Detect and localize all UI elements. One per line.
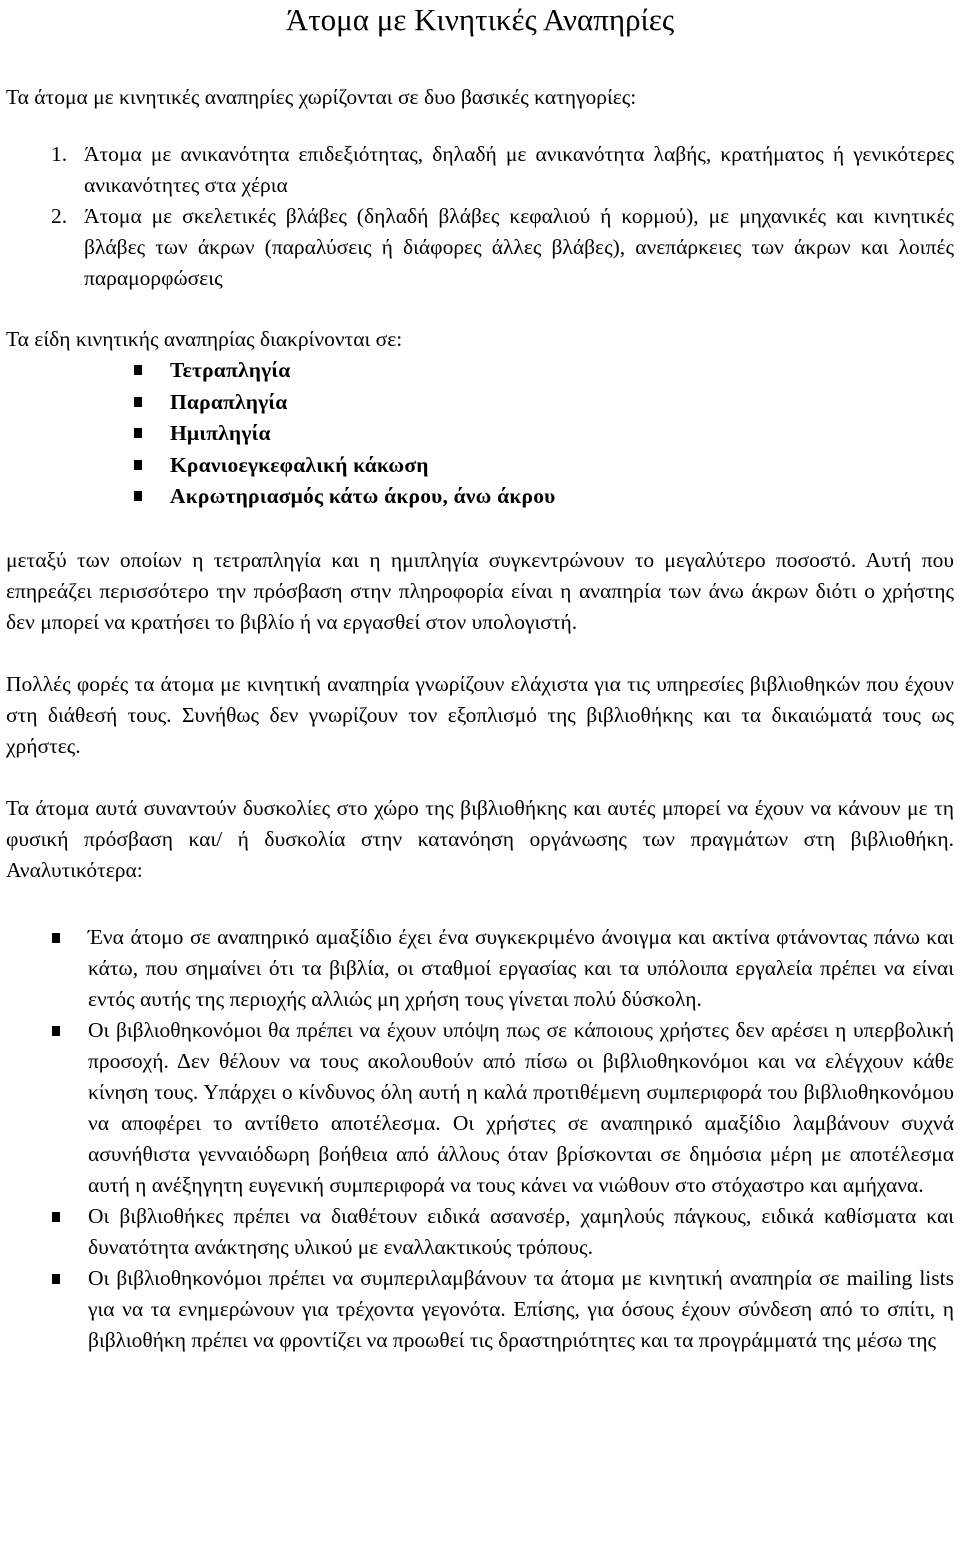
intro-paragraph: Τα άτομα με κινητικές αναπηρίες χωρίζονται σε δυο βασικές κατηγορίες: bbox=[6, 85, 637, 109]
category-item bbox=[6, 139, 954, 201]
detail-text: Ένα άτομο σε αναπηρικό αμαξίδιο έχει ένα συγκεκριμένο άνοιγμα και ακτίνα φτάνοντας πάνω και κάτω, που σημαίνει ότι τα βιβλία, οι σταθμοί εργασίας και τα υπόλοιπα εργαλεία πρέπει να είναι εντός αυτής της περιοχής αλλιώς μη χρήση τους γίνεται πολύ δύσκολη. bbox=[88, 924, 954, 1011]
detail-item bbox=[6, 1201, 954, 1263]
paragraph-library-services: Πολλές φορές τα άτομα με κινητική αναπηρία γνωρίζουν ελάχιστα για τις υπηρεσίες βιβλιοθηκών που έχουν στη διάθεσή τους. Συνήθως δεν γνωρίζουν τον εξοπλισμό της βιβλιοθήκης και τα δικαιώματά τους ως χρήστες. bbox=[6, 671, 954, 758]
list-number: 2. bbox=[51, 204, 68, 228]
square-bullet-icon bbox=[52, 1212, 60, 1222]
category-item bbox=[6, 201, 954, 294]
disability-types-list bbox=[6, 355, 954, 513]
type-label: Ημιπληγία bbox=[170, 421, 271, 445]
type-item bbox=[134, 481, 954, 513]
paragraph-prevalence: μεταξύ των οποίων η τετραπληγία και η ημιπληγία συγκεντρώνουν το μεγαλύτερο ποσοστό. Αυτή που επηρεάζει περισσότερο την πρόσβαση στην πληροφορία είναι η αναπηρία των άνω άκρων διότι ο χρήστης δεν μπορεί να κρατήσει το βιβλίο ή να εργασθεί στον υπολογιστή. bbox=[6, 547, 954, 634]
category-text: Άτομα με ανικανότητα επιδεξιότητας, δηλαδή με ανικανότητα λαβής, κρατήματος ή γενικότερες ανικανότητες στα χέρια bbox=[84, 142, 954, 197]
detail-item bbox=[6, 1015, 954, 1201]
square-bullet-icon bbox=[52, 1026, 60, 1036]
detail-item bbox=[6, 1263, 954, 1356]
type-item bbox=[134, 387, 954, 419]
type-label: Ακρωτηριασμός κάτω άκρου, άνω άκρου bbox=[170, 484, 556, 508]
detail-text: Οι βιβλιοθηκονόμοι θα πρέπει να έχουν υπόψη πως σε κάποιους χρήστες δεν αρέσει η υπερβολική προσοχή. Δεν θέλουν να τους ακολουθούν από πίσω οι βιβλιοθηκονόμοι και να ελέγχουν κάθε κίνηση τους. Υπάρχει ο κίνδυνος όλη αυτή η καλά προτιθέμενη συμπεριφορά του βιβλιοθηκονόμου να αποφέρει το αντίθετο αποτέλεσμα. Οι χρήστες σε αναπηρικό αμαξίδιο λαμβάνουν συχνά ασυνήθιστα γενναιόδωρη βοήθεια από άλλους όταν βρίσκονται σε δημόσια μέρη με αποτέλεσμα αυτή η ανέξηγητη ευγενική συμπεριφορά να τους κάνει να νιώθουν στο στόχαστρο και αμήχανα. bbox=[88, 1017, 954, 1197]
square-bullet-icon bbox=[134, 365, 142, 375]
types-intro: Τα είδη κινητικής αναπηρίας διακρίνονται σε: bbox=[6, 327, 403, 351]
type-label: Κρανιοεγκεφαλική κάκωση bbox=[170, 452, 429, 477]
paragraph-difficulties: Τα άτομα αυτά συναντούν δυσκολίες στο χώρο της βιβλιοθήκης και αυτές μπορεί να έχουν να κάνουν με τη φυσική πρόσβαση και/ ή δυσκολία στην κατανόηση οργάνωσης των πραγμάτων στη βιβλιοθήκη. Αναλυτικότερα: bbox=[6, 795, 954, 882]
category-text: Άτομα με σκελετικές βλάβες (δηλαδή βλάβες κεφαλιού ή κορμού), με μηχανικές και κινητικές βλάβες των άκρων (παραλύσεις ή διάφορες άλλες βλάβες), ανεπάρκειες των άκρων και λοιπές παραμορφώσεις bbox=[84, 204, 954, 290]
square-bullet-icon bbox=[134, 397, 142, 407]
type-item bbox=[134, 450, 954, 482]
square-bullet-icon bbox=[134, 428, 142, 438]
details-list bbox=[6, 922, 954, 1356]
detail-text: Οι βιβλιοθήκες πρέπει να διαθέτουν ειδικά ασανσέρ, χαμηλούς πάγκους, ειδικά καθίσματα και δυνατότητα ανάκτησης υλικού με εναλλακτικούς τρόπους. bbox=[88, 1203, 954, 1259]
page-title: Άτομα με Κινητικές Αναπηρίες bbox=[285, 2, 675, 37]
list-number: 1. bbox=[51, 142, 68, 166]
type-label: Τετραπληγία bbox=[170, 358, 291, 382]
square-bullet-icon bbox=[134, 460, 142, 470]
type-item bbox=[134, 418, 954, 450]
type-label: Παραπληγία bbox=[170, 389, 288, 414]
detail-text: Οι βιβλιοθηκονόμοι πρέπει να συμπεριλαμβάνουν τα άτομα με κινητική αναπηρία σε mailing lists για να τα ενημερώνουν για τρέχοντα γεγονότα. Επίσης, για όσους έχουν σύνδεση από το σπίτι, η βιβλιοθήκη πρέπει να φροντίζει να προωθεί τις δραστηριότητες και τα προγράμματά της μέσω της bbox=[88, 1265, 954, 1352]
square-bullet-icon bbox=[52, 1274, 60, 1284]
categories-list bbox=[6, 139, 954, 294]
type-item bbox=[134, 355, 954, 387]
square-bullet-icon bbox=[134, 491, 142, 501]
detail-item bbox=[6, 922, 954, 1015]
square-bullet-icon bbox=[52, 933, 60, 943]
